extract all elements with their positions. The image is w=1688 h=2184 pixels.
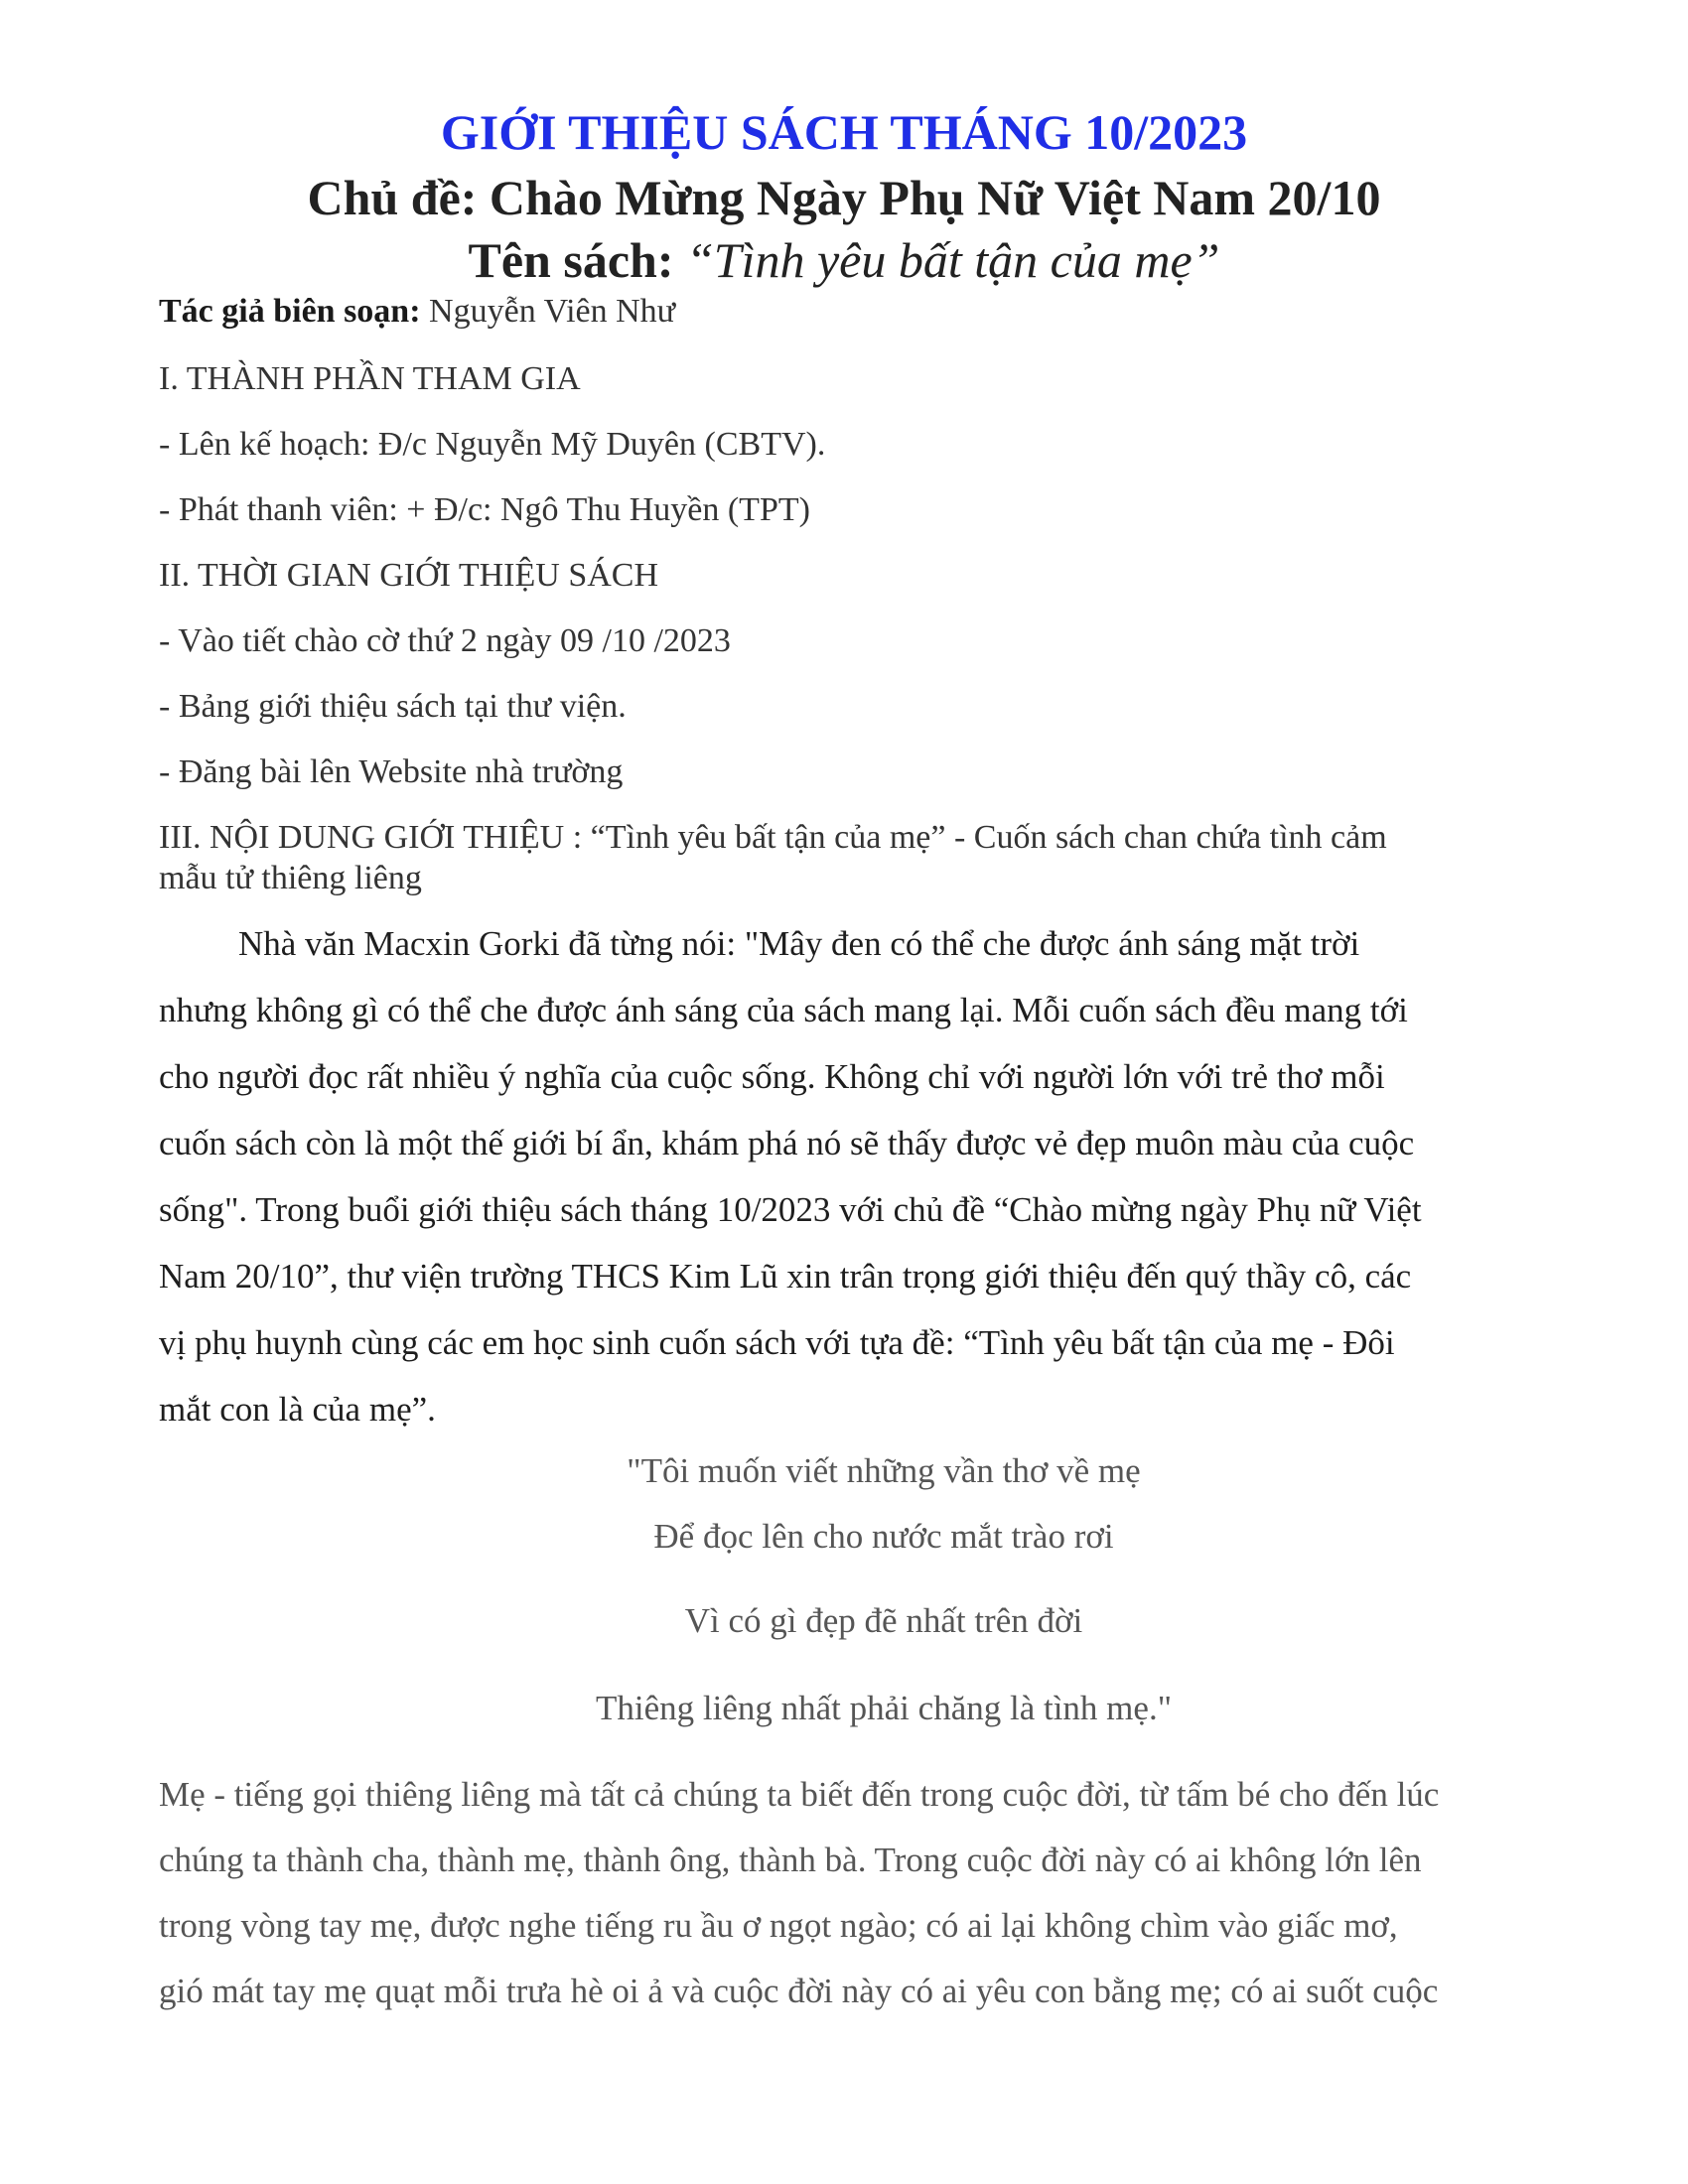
- author-label: Tác giả biên soạn:: [159, 293, 421, 330]
- poem-line-2: Để đọc lên cho nước mắt trào rơi: [653, 1517, 1114, 1556]
- participant-broadcaster: - Phát thanh viên: + Đ/c: Ngô Thu Huyền (TPT): [159, 491, 810, 528]
- section-heading-participants: I. THÀNH PHẦN THAM GIA: [159, 360, 581, 397]
- author-name: Nguyễn Viên Như: [420, 293, 676, 330]
- closing-line: trong vòng tay mẹ, được nghe tiếng ru ầu ơ ngọt ngào; có ai lại không chìm vào giấc mơ,: [159, 1906, 1398, 1945]
- intro-line: nhưng không gì có thể che được ánh sáng của sách mang lại. Mỗi cuốn sách đều mang tới: [159, 991, 1408, 1029]
- time-item-ceremony: - Vào tiết chào cờ thứ 2 ngày 09 /10 /2023: [159, 622, 731, 659]
- closing-line: Mẹ - tiếng gọi thiêng liêng mà tất cả chúng ta biết đến trong cuộc đời, từ tấm bé cho đến lúc: [159, 1775, 1440, 1814]
- intro-line: Nam 20/10”, thư viện trường THCS Kim Lũ xin trân trọng giới thiệu đến quý thầy cô, các: [159, 1257, 1412, 1296]
- intro-paragraph: [159, 910, 1569, 1442]
- poem-line-3: Vì có gì đẹp đẽ nhất trên đời: [684, 1601, 1083, 1640]
- intro-line: vị phụ huynh cùng các em học sinh cuốn sách với tựa đề: “Tình yêu bất tận của mẹ - Đôi: [159, 1323, 1395, 1362]
- author-line: [159, 295, 675, 329]
- poem-line-1: "Tôi muốn viết những vần thơ về mẹ: [627, 1451, 1141, 1490]
- poem-line-4: Thiêng liêng nhất phải chăng là tình mẹ.": [596, 1689, 1172, 1727]
- document-title: GIỚI THIỆU SÁCH THÁNG 10/2023: [440, 104, 1248, 160]
- book-title-line: [0, 232, 1688, 288]
- closing-line: chúng ta thành cha, thành mẹ, thành ông, thành bà. Trong cuộc đời này có ai không lớn lên: [159, 1841, 1422, 1879]
- closing-line: gió mát tay mẹ quạt mỗi trưa hè oi ả và cuộc đời này có ai yêu con bằng mẹ; có ai suốt cuộc: [159, 1972, 1439, 2010]
- intro-line: cho người đọc rất nhiều ý nghĩa của cuộc sống. Không chỉ với người lớn với trẻ thơ mỗi: [159, 1057, 1385, 1096]
- intro-line: mắt con là của mẹ”.: [159, 1390, 436, 1429]
- intro-line: cuốn sách còn là một thế giới bí ẩn, khám phá nó sẽ thấy được vẻ đẹp muôn màu của cuộc: [159, 1124, 1415, 1162]
- time-item-board: - Bảng giới thiệu sách tại thư viện.: [159, 688, 627, 725]
- document-theme: Chủ đề: Chào Mừng Ngày Phụ Nữ Việt Nam 20/10: [307, 170, 1381, 225]
- intro-line: Nhà văn Macxin Gorki đã từng nói: "Mây đen có thể che được ánh sáng mặt trời: [238, 924, 1360, 963]
- closing-paragraph: [159, 1762, 1579, 2024]
- participant-planner: - Lên kế hoạch: Đ/c Nguyễn Mỹ Duyên (CBTV).: [159, 426, 826, 463]
- time-item-website: - Đăng bài lên Website nhà trường: [159, 753, 624, 790]
- section-heading-time: II. THỜI GIAN GIỚI THIỆU SÁCH: [159, 557, 659, 594]
- section-heading-content-cont: mẫu tử thiêng liêng: [159, 860, 422, 896]
- intro-line: sống". Trong buổi giới thiệu sách tháng 10/2023 với chủ đề “Chào mừng ngày Phụ nữ Việt: [159, 1190, 1422, 1229]
- section-heading-content: III. NỘI DUNG GIỚI THIỆU : “Tình yêu bất tận của mẹ” - Cuốn sách chan chứa tình cảm: [159, 819, 1387, 856]
- book-title: “Tình yêu bất tận của mẹ”: [685, 232, 1220, 288]
- book-label: Tên sách:: [468, 232, 686, 288]
